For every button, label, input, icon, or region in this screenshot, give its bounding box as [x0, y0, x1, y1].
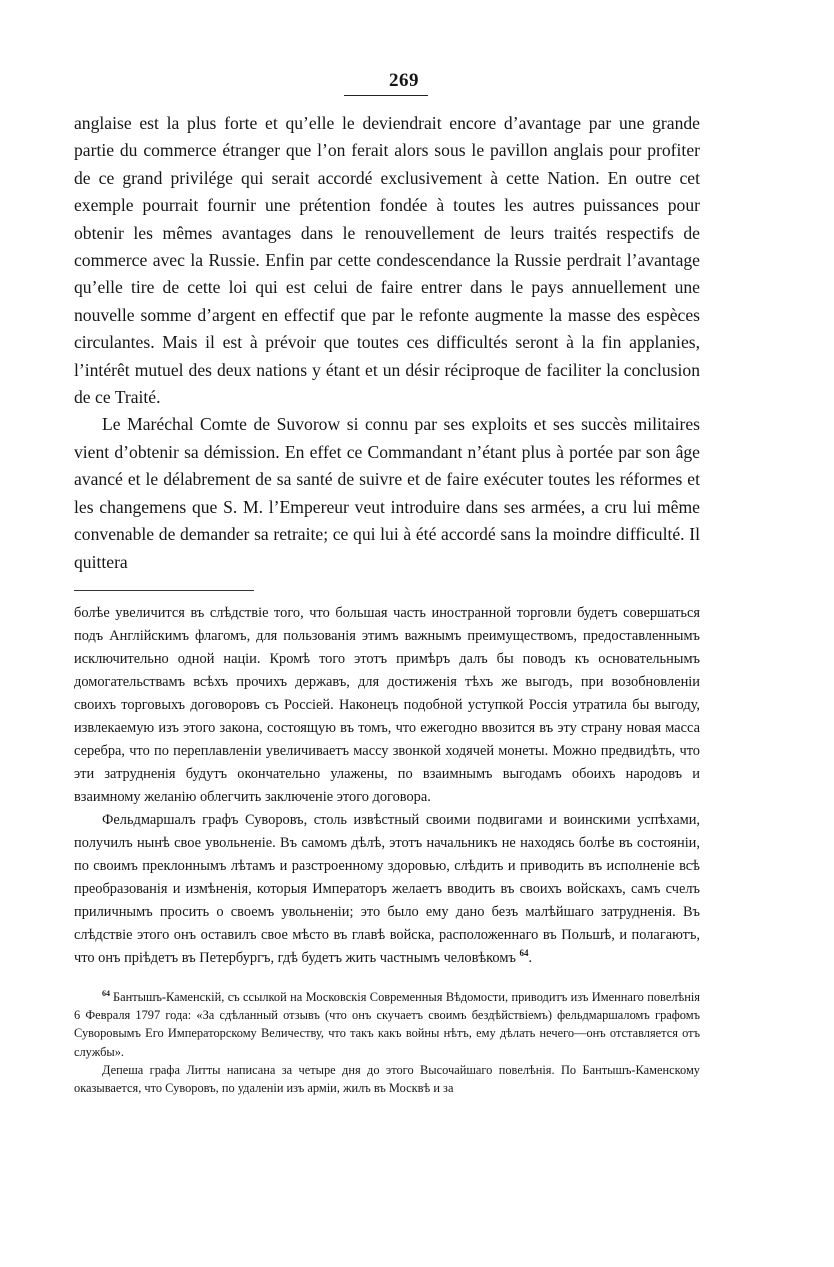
russian-paragraph-1: болѣе увеличится въ слѣдствіе того, что большая часть иностранной торговли будетъ совершаться подъ Англійскимъ флагомъ, для пользованія этимъ важнымъ преимуществомъ, предоставленнымъ исключительно одной націи. Кромѣ того этотъ примѣръ далъ бы поводъ къ основательнымъ домогательствамъ всѣхъ прочихъ державъ, для достиженія тѣхъ же выгодъ, при возобновленіи своихъ торговыхъ договоровъ съ Россіей. Наконецъ подобной уступкой Россія утратила бы выгоду, извлекаемую изъ этого закона, состоящую въ томъ, что ежегодно ввозится въ эту страну новая масса серебра, что по переплавленіи увеличиваетъ массу звонкой ходячей монеты. Можно предвидѣть, что эти затрудненія будутъ окончательно улажены, по взаимнымъ выгодамъ обоихъ народовъ и взаимному желанію облегчить заключеніе этого договора.	[74, 604, 700, 805]
footnote-mark: 64	[102, 988, 110, 998]
french-paragraph-1: anglaise est la plus forte et qu’elle le deviendrait encore d’avantage par une grande partie du commerce étranger que l’on ferait alors sous le pavillon anglais pour profiter de ce grand privilége qui serait accordé exclusivement à cette Nation. En outre cet exemple pourrait fournir une prétention fondée à toutes les autres puissances pour obtenir les mêmes avantages dans le renouvellement de leurs traités respectifs de commerce avec la Russie. Enfin par cette condescendance la Russie perdrait l’avantage qu’elle tire de cette loi qui est celui de faire entrer dans le pays annuellement une nouvelle somme d’argent en effectif que par le refonte augmente la masse des espèces circulantes. Mais il est à prévoir que toutes ces difficultés seront à la fin applanies, l’intérêt mutuel des deux nations y étant et un désir réciproque de faciliter la conclusion de ce Traité.	[74, 113, 700, 408]
french-paragraph-2: Le Maréchal Comte de Suvorow si connu par ses exploits et ses succès militaires vient d’obtenir sa démission. En effet ce Commandant n’étant plus à portée par son âge avancé et le délabrement de sa santé de suivre et de faire exécuter toutes les réformes et les changemens que S. M. l’Empereur veut introduire dans ses armées, a cru lui même convenable de demander sa retraite; ce qui lui à été accordé sans la moindre difficulté. Il quittera	[74, 414, 700, 572]
footnote-paragraph-1-text: Бантышъ-Каменскій, съ ссылкой на Московскія Современныя Вѣдомости, приводитъ изъ Именнаго повелѣнія 6 Февраля 1797 года: «За сдѣланный отзывъ (что онъ скучаетъ своимъ бездѣйствіемъ) фельдмаршаломъ графомъ Суворовымъ Его Императорскому Величеству, что такъ какъ войны нѣтъ, ему дѣлать нечего—онъ отставляется отъ службы».	[74, 989, 700, 1059]
footnote-paragraph-1	[74, 988, 700, 1061]
russian-translation	[74, 602, 700, 970]
footnote-reference: 64	[519, 948, 529, 959]
page-number: 269	[389, 70, 419, 91]
book-page	[74, 70, 700, 1097]
footnote-paragraph-2: Депеша графа Литты написана за четыре дня до этого Высочайшаго повелѣнія. По Бантышъ-Каменскому оказывается, что Суворовъ, по удаленіи изъ арміи, жилъ въ Москвѣ и за	[74, 1062, 700, 1095]
russian-paragraph-2: Фельдмаршалъ графъ Суворовъ, столь извѣстный своими подвигами и воинскими успѣхами, получилъ нынѣ свое увольненіе. Въ самомъ дѣлѣ, этотъ начальникъ не находясь болѣе въ состояніи, по своимъ преклоннымъ лѣтамъ и разстроенному здоровью, слѣдить и приводить въ исполненіе всѣ преобразованія и измѣненія, которыя Императоръ желаетъ вводить въ своихъ войскахъ, самъ счелъ приличнымъ просить о своемъ увольненіи; это было ему дано безъ малѣйшаго затрудненія. Въ слѣдствіе этого онъ оставилъ свое мѣсто въ главѣ войска, расположеннаго въ Польшѣ, и полагаютъ, что онъ пріѣдетъ въ Петербургъ, гдѣ будетъ жить частнымъ человѣкомъ $^{64}$.	[74, 811, 700, 966]
footnote	[74, 988, 700, 1097]
french-text	[74, 110, 700, 576]
page-number-rule	[344, 95, 428, 96]
russian-paragraph-2-text: Фельдмаршалъ графъ Суворовъ, столь извѣстный своими подвигами и воинскими успѣхами, получилъ нынѣ свое увольненіе. Въ самомъ дѣлѣ, этотъ начальникъ не находясь болѣе въ состояніи, по своимъ преклоннымъ лѣтамъ и разстроенному здоровью, слѣдить и приводить въ исполненіе всѣ преобразованія и измѣненія, которыя Императоръ желаетъ вводить въ своихъ войскахъ, самъ счелъ приличнымъ просить о своемъ увольненіи; это было ему дано безъ малѣйшаго затрудненія. Въ слѣдствіе этого онъ оставилъ свое мѣсто въ главѣ войска, расположеннаго въ Польшѣ, и полагаютъ, что онъ пріѣдетъ въ Петербургъ, гдѣ будетъ жить частнымъ человѣкомъ	[74, 811, 700, 966]
translation-divider	[74, 590, 254, 591]
